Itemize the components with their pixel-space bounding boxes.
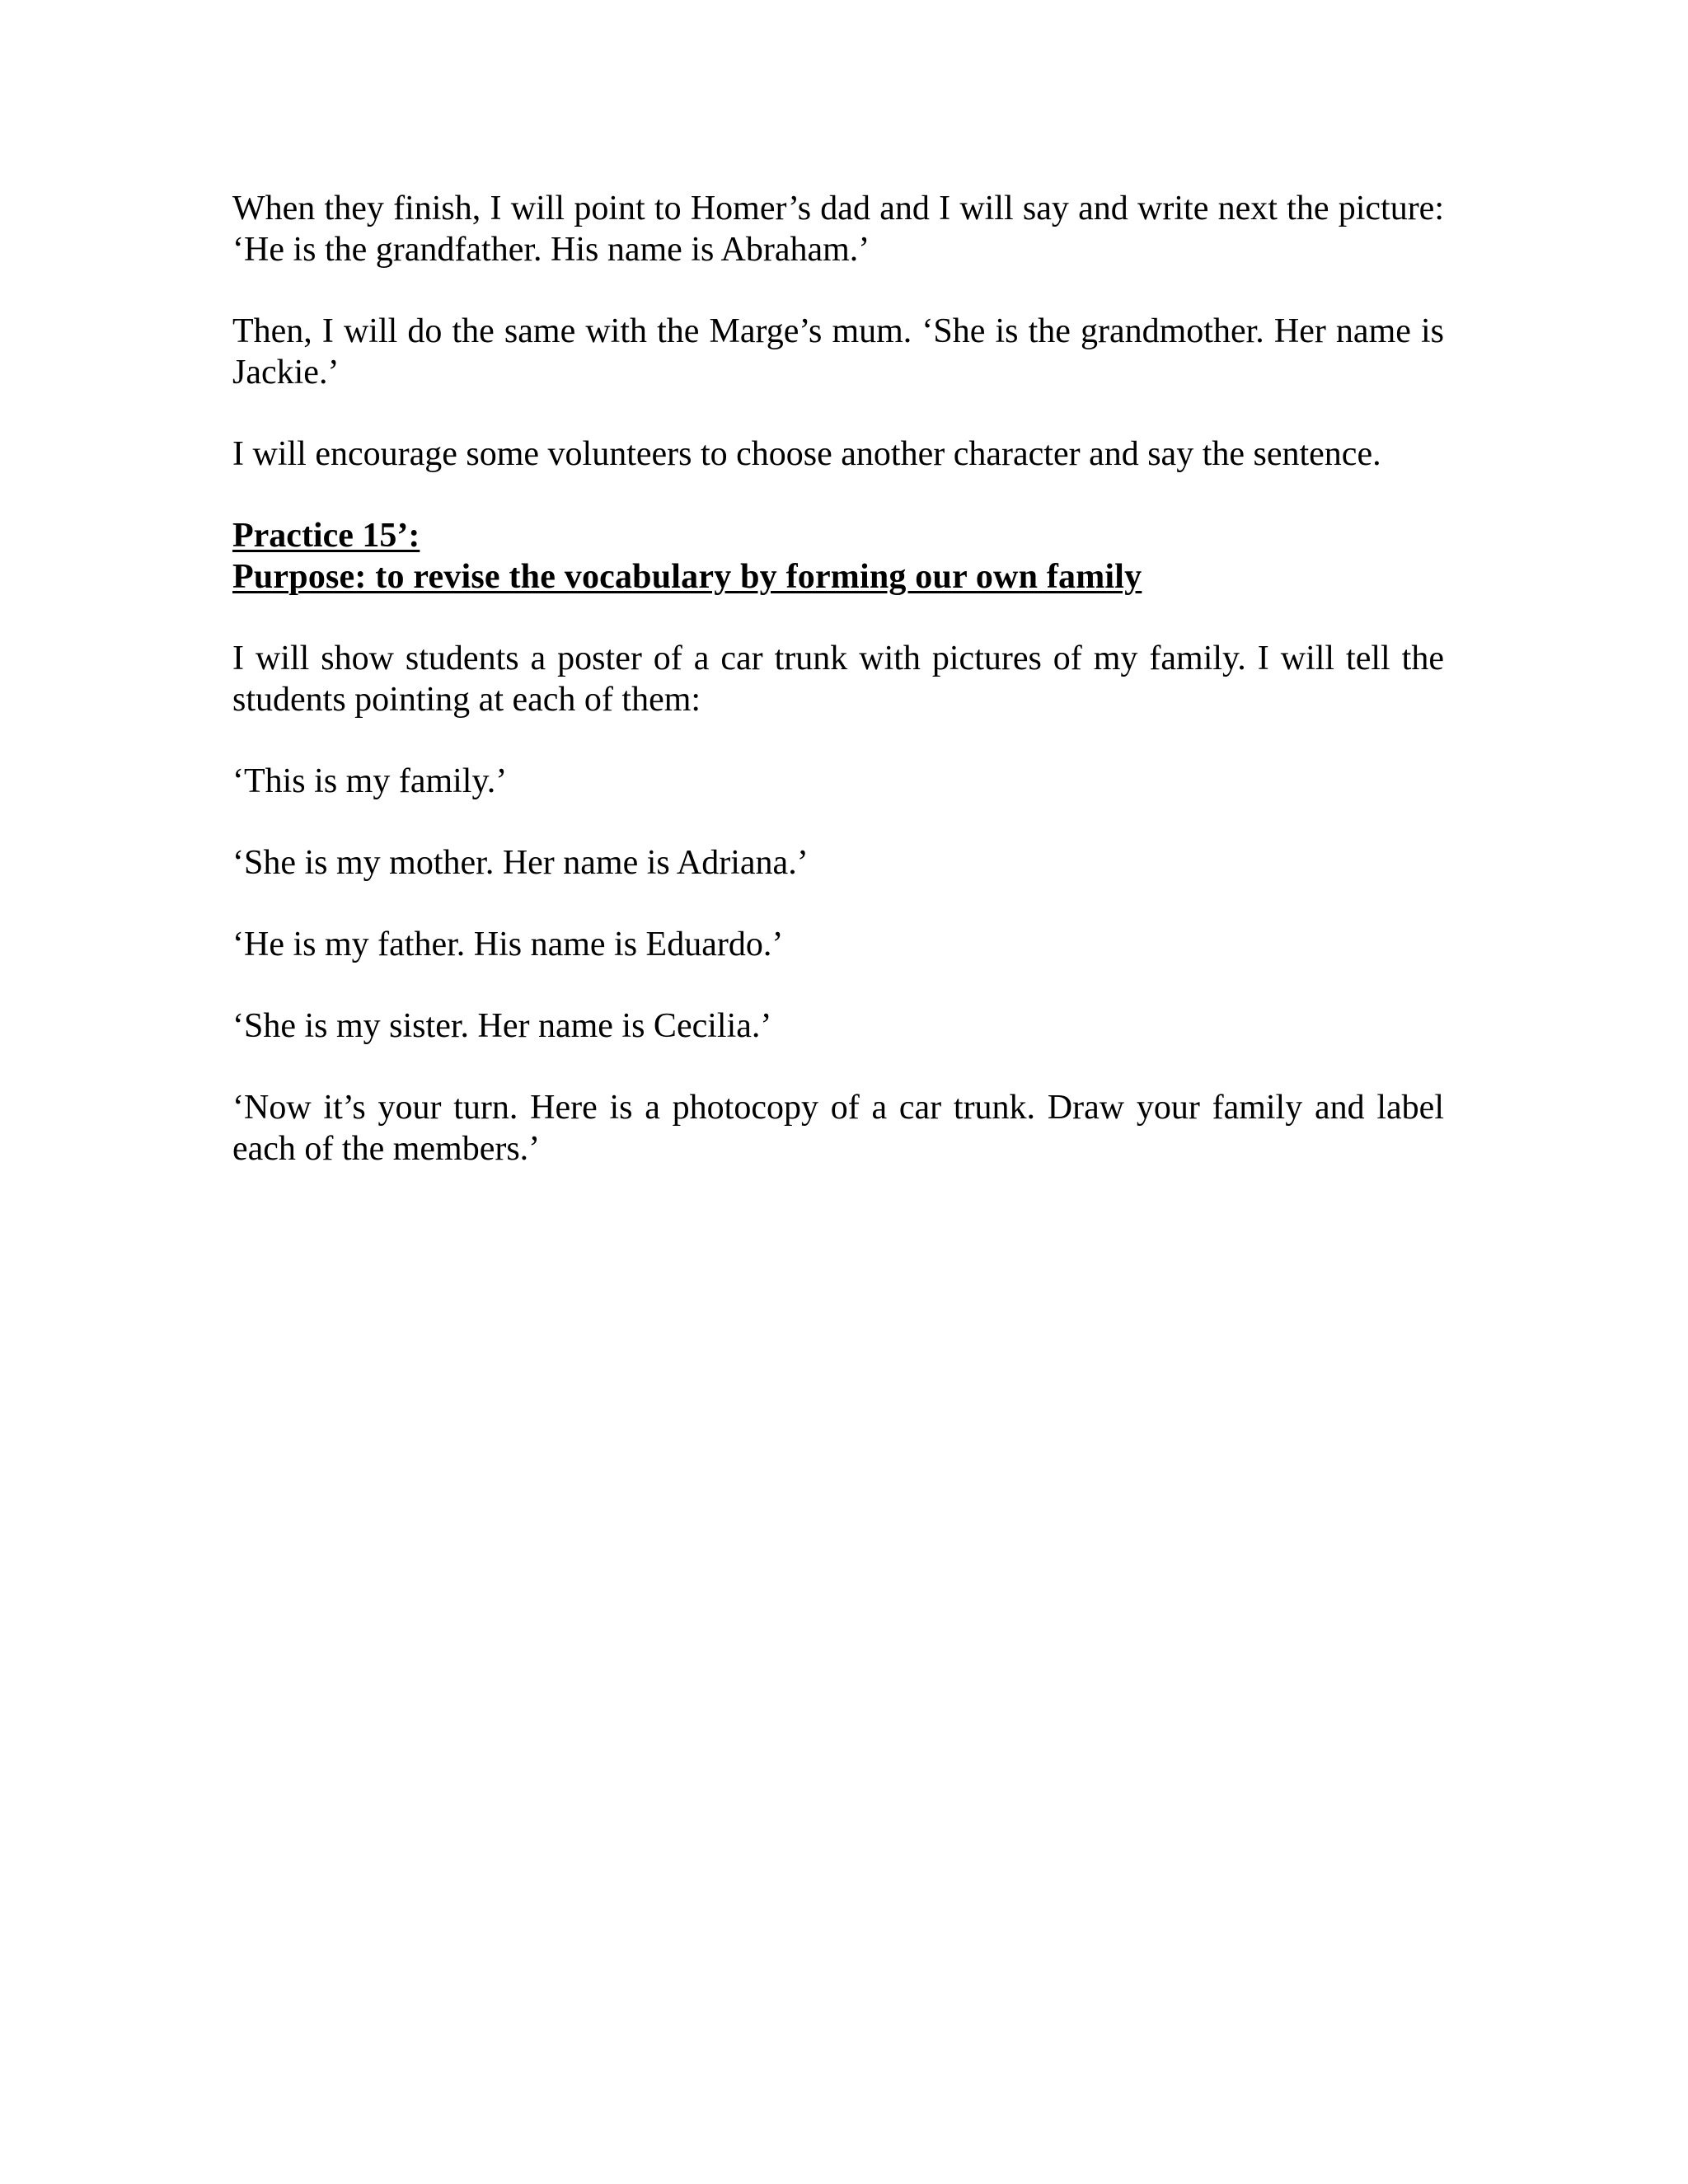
document-body (232, 188, 1444, 1210)
paragraph-mother: ‘She is my mother. Her name is Adriana.’ (232, 844, 809, 882)
practice-purpose: Purpose: to revise the vocabulary by forming our own family (232, 558, 1142, 596)
paragraph-poster: I will show students a poster of a car trunk with pictures of my family. I will tell the students pointing at each of them: (232, 640, 1444, 719)
practice-heading (232, 515, 1444, 598)
practice-title: Practice 15’: (232, 517, 420, 555)
paragraph-father: ‘He is my father. His name is Eduardo.’ (232, 926, 784, 963)
paragraph-this-is-my-family: ‘This is my family.’ (232, 762, 508, 800)
paragraph-sister: ‘She is my sister. Her name is Cecilia.’ (232, 1007, 772, 1045)
paragraph-homers-dad: When they finish, I will point to Homer’s dad and I will say and write next the picture: ‘He is the grandfather. His name is Abraham.’ (232, 190, 1444, 269)
paragraph-volunteers: I will encourage some volunteers to choose another character and say the sentence. (232, 435, 1381, 473)
paragraph-your-turn: ‘Now it’s your turn. Here is a photocopy of a car trunk. Draw your family and label each of the members.’ (232, 1089, 1444, 1168)
paragraph-marges-mum: Then, I will do the same with the Marge’s mum. ‘She is the grandmother. Her name is Jackie.’ (232, 312, 1444, 391)
